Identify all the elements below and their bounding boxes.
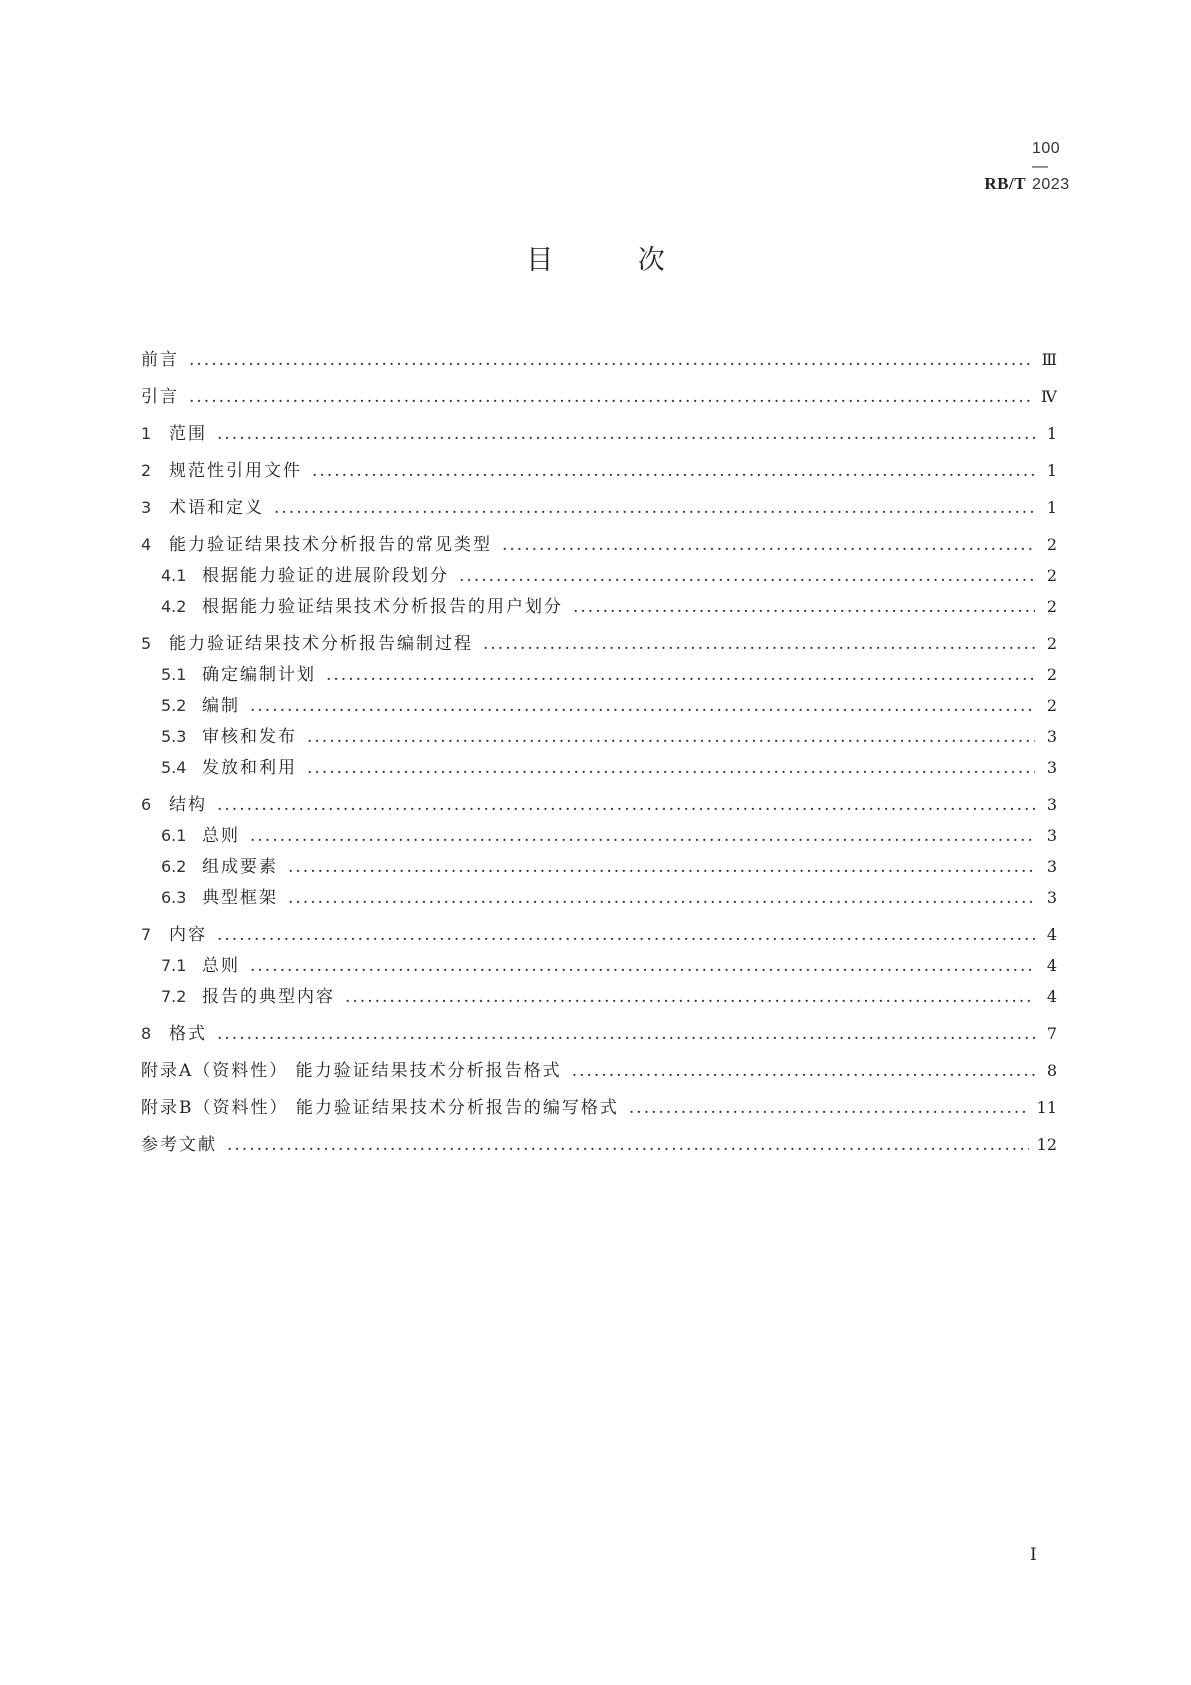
toc-entry-number: 4 [141,535,152,554]
toc-entry-title: 编制 [202,696,240,716]
toc-entry-number: 4.1 [161,566,187,585]
toc-entry[interactable] [141,1045,1057,1082]
toc-entry-title: 参考文献 [141,1135,217,1155]
toc-entry-title: 术语和定义 [169,498,264,518]
toc-entry-page: 2 [1046,665,1057,684]
toc-leader-dots [217,423,1035,445]
toc-leader-dots [288,887,1035,909]
toc-entry[interactable] [141,847,1057,878]
toc-entry-number: 4.2 [161,597,187,616]
toc-entry[interactable] [141,408,1057,445]
toc-entry[interactable] [141,878,1057,909]
toc-entry-title: 发放和利用 [202,758,297,778]
toc-entry-page: 4 [1046,956,1057,975]
toc-entry-number: 1 [141,424,152,443]
toc-entry-title: 附录A（资料性） 能力验证结果技术分析报告格式 [141,1061,562,1081]
toc-entry-page: 11 [1036,1098,1057,1117]
toc-leader-dots [189,349,1034,371]
toc-entry[interactable] [141,556,1057,587]
toc-entry[interactable] [141,445,1057,482]
toc-entry[interactable] [141,587,1057,618]
table-of-contents [141,334,1057,1156]
toc-entry[interactable] [141,816,1057,847]
toc-entry-page: 3 [1046,888,1057,907]
toc-leader-dots [312,460,1035,482]
toc-entry-number: 5 [141,634,152,653]
toc-heading [0,238,1191,277]
toc-leader-dots [572,1060,1035,1082]
toc-leader-dots [307,726,1035,748]
toc-entry-page: 4 [1046,987,1057,1006]
toc-entry-title: 总则 [202,956,240,976]
toc-entry-title: 能力验证结果技术分析报告的常见类型 [169,535,492,555]
toc-entry-title: 组成要素 [202,857,278,877]
toc-leader-dots [217,924,1035,946]
toc-entry-number: 6.2 [161,857,187,876]
toc-leader-dots [326,664,1035,686]
toc-leader-dots [573,596,1035,618]
toc-entry-number: 8 [141,1024,152,1043]
toc-entry-page: 2 [1046,634,1057,653]
toc-heading-char-1: 目 [526,245,554,276]
toc-leader-dots [629,1097,1029,1119]
toc-entry-number: 7 [141,925,152,944]
toc-leader-dots [227,1134,1029,1156]
toc-entry[interactable] [141,748,1057,779]
toc-entry-title: 总则 [202,826,240,846]
toc-entry-title: 规范性引用文件 [169,461,302,481]
toc-leader-dots [288,856,1035,878]
standard-prefix: RB/T [984,174,1027,193]
toc-entry[interactable] [141,519,1057,556]
toc-entry-page: 1 [1046,424,1057,443]
toc-entry[interactable] [141,909,1057,946]
standard-code [984,140,1070,194]
toc-entry-title: 格式 [169,1024,207,1044]
toc-entry-number: 7.2 [161,987,187,1006]
toc-entry-number: 5.1 [161,665,187,684]
toc-entry-title: 审核和发布 [202,727,297,747]
toc-entry[interactable] [141,334,1057,371]
toc-entry-title: 根据能力验证的进展阶段划分 [202,566,449,586]
toc-entry-number: 5.4 [161,758,187,777]
page-number: I [1030,1545,1037,1565]
toc-entry-page: 3 [1046,857,1057,876]
toc-entry-page: 8 [1046,1061,1057,1080]
standard-number: 100—2023 [1032,140,1070,193]
toc-entry-number: 5.3 [161,727,187,746]
toc-entry[interactable] [141,717,1057,748]
toc-entry-page: 2 [1046,597,1057,616]
toc-entry-page: 2 [1046,696,1057,715]
toc-entry-page: 12 [1036,1135,1057,1154]
toc-leader-dots [274,497,1035,519]
toc-entry-page: 1 [1046,461,1057,480]
toc-entry-title: 根据能力验证结果技术分析报告的用户划分 [202,597,563,617]
toc-entry[interactable] [141,779,1057,816]
toc-entry-page: Ⅲ [1041,350,1057,369]
toc-entry-page: 3 [1046,795,1057,814]
toc-entry[interactable] [141,1119,1057,1156]
toc-entry[interactable] [141,618,1057,655]
toc-entry-title: 引言 [141,387,179,407]
toc-entry-page: 7 [1046,1024,1057,1043]
toc-entry[interactable] [141,1008,1057,1045]
toc-entry-page: 3 [1046,826,1057,845]
toc-entry-title: 结构 [169,795,207,815]
toc-entry[interactable] [141,686,1057,717]
toc-entry[interactable] [141,371,1057,408]
toc-entry-title: 报告的典型内容 [202,987,335,1007]
toc-leader-dots [217,1023,1035,1045]
toc-leader-dots [189,386,1033,408]
toc-leader-dots [217,794,1035,816]
toc-entry-page: 2 [1046,566,1057,585]
toc-entry-number: 6.3 [161,888,187,907]
toc-entry-title: 附录B（资料性） 能力验证结果技术分析报告的编写格式 [141,1098,619,1118]
toc-entry-number: 6 [141,795,152,814]
toc-entry-title: 典型框架 [202,888,278,908]
toc-leader-dots [250,955,1035,977]
toc-entry-number: 2 [141,461,152,480]
toc-entry-number: 3 [141,498,152,517]
toc-entry-number: 7.1 [161,956,187,975]
toc-entry[interactable] [141,482,1057,519]
toc-entry-number: 5.2 [161,696,187,715]
toc-entry-number: 6.1 [161,826,187,845]
toc-entry-page: 4 [1046,925,1057,944]
toc-entry[interactable] [141,946,1057,977]
toc-leader-dots [250,695,1035,717]
toc-leader-dots [459,565,1035,587]
toc-entry[interactable] [141,1082,1057,1119]
toc-entry-page: 1 [1046,498,1057,517]
toc-entry-page: 3 [1046,727,1057,746]
toc-heading-char-2: 次 [637,245,665,276]
toc-entry-page: Ⅳ [1041,387,1057,406]
toc-entry-title: 确定编制计划 [202,665,316,685]
toc-entry[interactable] [141,977,1057,1008]
toc-entry-title: 内容 [169,925,207,945]
toc-leader-dots [502,534,1035,556]
toc-entry[interactable] [141,655,1057,686]
toc-entry-page: 3 [1046,758,1057,777]
toc-entry-title: 范围 [169,424,207,444]
toc-leader-dots [307,757,1035,779]
toc-entry-title: 前言 [141,350,179,370]
toc-leader-dots [345,986,1035,1008]
toc-entry-title: 能力验证结果技术分析报告编制过程 [169,634,473,654]
toc-leader-dots [483,633,1035,655]
toc-entry-page: 2 [1046,535,1057,554]
toc-leader-dots [250,825,1035,847]
